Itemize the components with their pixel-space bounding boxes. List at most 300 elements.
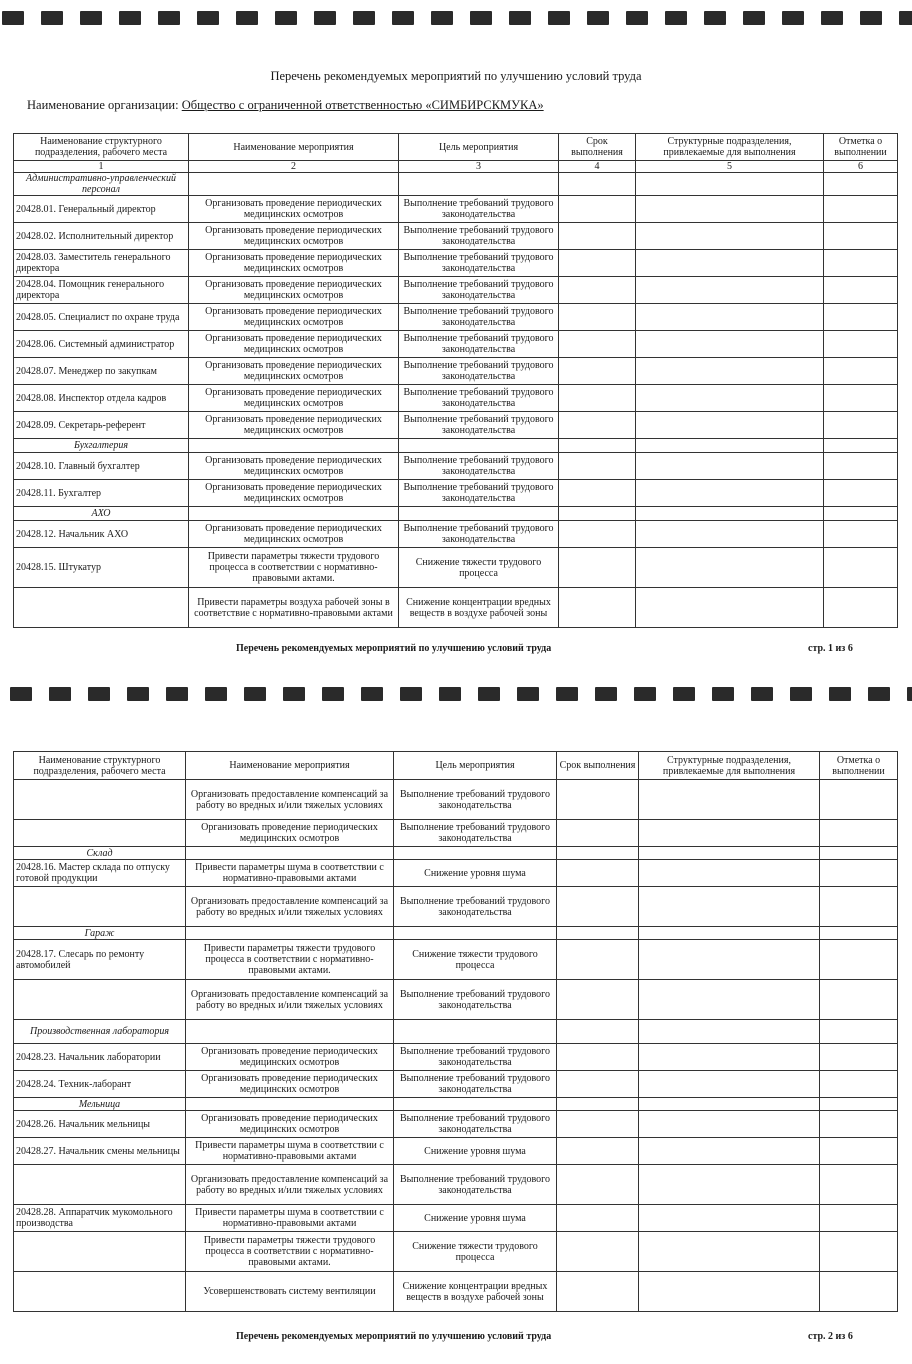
cell-unit: 20428.09. Секретарь-референт — [14, 412, 189, 439]
binding-hole — [88, 687, 110, 701]
cell-mark — [820, 1020, 898, 1044]
cell-unit: 20428.24. Техник-лаборант — [14, 1071, 186, 1098]
binding-hole — [197, 11, 219, 25]
binding-holes-top — [0, 8, 912, 26]
cell-unit — [14, 980, 186, 1020]
cell-mark — [820, 1205, 898, 1232]
cell-action: Организовать проведение периодических медицинских осмотров — [189, 277, 399, 304]
binding-hole — [400, 687, 422, 701]
cell-deadline — [557, 820, 639, 847]
table-row — [14, 820, 898, 847]
cell-departments — [639, 1165, 820, 1205]
cell-unit: 20428.07. Менеджер по закупкам — [14, 358, 189, 385]
cell-goal: Снижение уровня шума — [394, 1138, 557, 1165]
cell-action: Организовать проведение периодических медицинских осмотров — [189, 385, 399, 412]
cell-deadline — [557, 940, 639, 980]
cell-mark — [820, 860, 898, 887]
cell-mark — [820, 980, 898, 1020]
cell-deadline — [557, 1138, 639, 1165]
cell-departments — [639, 1138, 820, 1165]
section-title: Мельница — [14, 1098, 186, 1111]
cell-unit — [14, 1232, 186, 1272]
cell-unit: 20428.23. Начальник лаборатории — [14, 1044, 186, 1071]
binding-hole — [821, 11, 843, 25]
column-number: 3 — [399, 161, 559, 173]
cell-deadline — [557, 1098, 639, 1111]
page-number: стр. 2 из 6 — [808, 1331, 853, 1342]
binding-hole — [10, 687, 32, 701]
table-row — [14, 480, 898, 507]
section-row — [14, 507, 898, 521]
cell-action: Усовершенствовать систему вентиляции — [186, 1272, 394, 1312]
header-action: Наименование мероприятия — [186, 752, 394, 780]
cell-departments — [639, 927, 820, 940]
cell-departments — [636, 480, 824, 507]
cell-departments — [636, 588, 824, 628]
cell-departments — [636, 277, 824, 304]
cell-mark — [820, 847, 898, 860]
binding-hole — [790, 687, 812, 701]
cell-unit: 20428.02. Исполнительный директор — [14, 223, 189, 250]
table-row — [14, 1044, 898, 1071]
cell-departments — [639, 887, 820, 927]
footer-title: Перечень рекомендуемых мероприятий по улучшению условий труда — [236, 643, 552, 654]
cell-unit: 20428.10. Главный бухгалтер — [14, 453, 189, 480]
cell-action: Организовать предоставление компенсаций за работу во вредных и/или тяжелых условиях — [186, 980, 394, 1020]
column-number: 4 — [559, 161, 636, 173]
cell-deadline — [559, 196, 636, 223]
binding-hole — [322, 687, 344, 701]
cell-mark — [820, 1272, 898, 1312]
cell-deadline — [557, 1044, 639, 1071]
cell-deadline — [559, 331, 636, 358]
cell-goal: Выполнение требований трудового законодательства — [394, 1111, 557, 1138]
cell-mark — [820, 820, 898, 847]
cell-unit: 20428.04. Помощник генерального директора — [14, 277, 189, 304]
cell-action: Привести параметры тяжести трудового процесса в соответствии с нормативно-правовыми актами. — [186, 1232, 394, 1272]
cell-action: Организовать проведение периодических медицинских осмотров — [186, 1071, 394, 1098]
document-title: Перечень рекомендуемых мероприятий по улучшению условий труда — [270, 69, 642, 83]
cell-action: Организовать проведение периодических медицинских осмотров — [186, 820, 394, 847]
cell-mark — [824, 173, 898, 196]
cell-deadline — [557, 860, 639, 887]
cell-action: Организовать проведение периодических медицинских осмотров — [189, 358, 399, 385]
cell-unit — [14, 1165, 186, 1205]
binding-hole — [431, 11, 453, 25]
cell-action: Организовать проведение периодических медицинских осмотров — [189, 453, 399, 480]
cell-deadline — [557, 847, 639, 860]
binding-hole — [353, 11, 375, 25]
binding-hole — [509, 11, 531, 25]
page-number: стр. 1 из 6 — [808, 643, 853, 654]
cell-deadline — [559, 358, 636, 385]
section-title: Склад — [14, 847, 186, 860]
cell-departments — [639, 980, 820, 1020]
cell-mark — [824, 358, 898, 385]
cell-mark — [820, 940, 898, 980]
binding-hole — [907, 687, 912, 701]
binding-hole — [899, 11, 912, 25]
header-unit: Наименование структурного подразделения, рабочего места — [14, 752, 186, 780]
table-row — [14, 860, 898, 887]
cell-mark — [824, 304, 898, 331]
binding-hole — [587, 11, 609, 25]
cell-mark — [820, 1111, 898, 1138]
cell-deadline — [557, 927, 639, 940]
cell-action: Привести параметры воздуха рабочей зоны в соответствие с нормативно-правовыми актами — [189, 588, 399, 628]
cell-mark — [824, 385, 898, 412]
cell-deadline — [557, 1020, 639, 1044]
binding-hole — [634, 687, 656, 701]
cell-unit — [14, 780, 186, 820]
header-mark: Отметка о выполнении — [824, 134, 898, 161]
cell-action: Организовать предоставление компенсаций за работу во вредных и/или тяжелых условиях — [186, 780, 394, 820]
cell-departments — [639, 780, 820, 820]
cell-mark — [820, 1138, 898, 1165]
cell-deadline — [559, 173, 636, 196]
section-row — [14, 1020, 898, 1044]
table-body-page-1 — [14, 173, 898, 628]
cell-action — [186, 847, 394, 860]
cell-goal: Выполнение требований трудового законодательства — [399, 223, 559, 250]
cell-departments — [639, 1232, 820, 1272]
cell-action: Организовать проведение периодических медицинских осмотров — [189, 223, 399, 250]
cell-goal: Выполнение требований трудового законодательства — [399, 250, 559, 277]
cell-departments — [636, 453, 824, 480]
header-goal: Цель мероприятия — [394, 752, 557, 780]
cell-goal: Выполнение требований трудового законодательства — [399, 412, 559, 439]
cell-departments — [636, 331, 824, 358]
binding-hole — [244, 687, 266, 701]
cell-mark — [824, 412, 898, 439]
binding-hole — [158, 11, 180, 25]
organization-name: Общество с ограниченной ответственностью «СИМБИРСКМУКА» — [181, 98, 544, 112]
cell-action: Организовать предоставление компенсаций за работу во вредных и/или тяжелых условиях — [186, 887, 394, 927]
cell-departments — [636, 196, 824, 223]
cell-unit — [14, 1272, 186, 1312]
binding-hole — [127, 687, 149, 701]
cell-departments — [639, 1020, 820, 1044]
section-row — [14, 173, 898, 196]
cell-action: Привести параметры шума в соответствии с нормативно-правовыми актами — [186, 860, 394, 887]
cell-goal: Снижение концентрации вредных веществ в воздухе рабочей зоны — [399, 588, 559, 628]
binding-hole — [49, 687, 71, 701]
cell-deadline — [557, 1111, 639, 1138]
cell-mark — [824, 548, 898, 588]
cell-departments — [636, 385, 824, 412]
cell-departments — [639, 1098, 820, 1111]
header-goal: Цель мероприятия — [399, 134, 559, 161]
column-number: 1 — [14, 161, 189, 173]
cell-departments — [639, 1205, 820, 1232]
cell-unit: 20428.28. Аппаратчик мукомольного производства — [14, 1205, 186, 1232]
cell-action: Организовать проведение периодических медицинских осмотров — [189, 196, 399, 223]
binding-hole — [470, 11, 492, 25]
cell-action: Привести параметры шума в соответствии с нормативно-правовыми актами — [186, 1205, 394, 1232]
binding-hole — [743, 11, 765, 25]
cell-action: Организовать проведение периодических медицинских осмотров — [189, 480, 399, 507]
table-row — [14, 412, 898, 439]
table-row — [14, 277, 898, 304]
table-row — [14, 196, 898, 223]
cell-action — [189, 173, 399, 196]
binding-hole — [2, 11, 24, 25]
section-title: Административно-управленческий персонал — [14, 173, 189, 196]
cell-goal: Выполнение требований трудового законодательства — [394, 820, 557, 847]
binding-hole — [439, 687, 461, 701]
cell-departments — [636, 521, 824, 548]
cell-goal: Выполнение требований трудового законодательства — [394, 1044, 557, 1071]
header-deadline: Срок выполнения — [557, 752, 639, 780]
cell-action: Организовать проведение периодических медицинских осмотров — [186, 1111, 394, 1138]
cell-goal: Выполнение требований трудового законодательства — [394, 980, 557, 1020]
table-row — [14, 980, 898, 1020]
cell-mark — [824, 277, 898, 304]
binding-hole — [665, 11, 687, 25]
header-mark: Отметка о выполнении — [820, 752, 898, 780]
cell-goal: Выполнение требований трудового законодательства — [394, 1071, 557, 1098]
cell-goal: Выполнение требований трудового законодательства — [399, 385, 559, 412]
table-row — [14, 304, 898, 331]
table-row — [14, 548, 898, 588]
cell-action: Привести параметры тяжести трудового процесса в соответствии с нормативно-правовыми актами. — [189, 548, 399, 588]
cell-deadline — [557, 1272, 639, 1312]
cell-goal: Выполнение требований трудового законодательства — [394, 780, 557, 820]
binding-hole — [478, 687, 500, 701]
cell-unit — [14, 588, 189, 628]
binding-hole — [205, 687, 227, 701]
cell-deadline — [559, 385, 636, 412]
cell-unit: 20428.12. Начальник АХО — [14, 521, 189, 548]
binding-hole — [595, 687, 617, 701]
cell-deadline — [559, 223, 636, 250]
table-row — [14, 331, 898, 358]
cell-unit: 20428.05. Специалист по охране труда — [14, 304, 189, 331]
cell-departments — [639, 940, 820, 980]
organization-label: Наименование организации: — [27, 98, 179, 112]
cell-mark — [820, 927, 898, 940]
cell-mark — [824, 521, 898, 548]
cell-action: Организовать проведение периодических медицинских осмотров — [189, 331, 399, 358]
cell-goal: Снижение тяжести трудового процесса — [394, 1232, 557, 1272]
cell-departments — [636, 223, 824, 250]
cell-mark — [820, 1044, 898, 1071]
cell-deadline — [557, 1165, 639, 1205]
section-title: Гараж — [14, 927, 186, 940]
cell-unit: 20428.03. Заместитель генерального директора — [14, 250, 189, 277]
binding-holes-middle — [0, 684, 912, 702]
table-row — [14, 940, 898, 980]
cell-mark — [820, 1165, 898, 1205]
binding-hole — [236, 11, 258, 25]
cell-mark — [820, 1098, 898, 1111]
table-body-page-2 — [14, 780, 898, 1312]
header-action: Наименование мероприятия — [189, 134, 399, 161]
cell-action: Организовать проведение периодических медицинских осмотров — [186, 1044, 394, 1071]
table-row — [14, 223, 898, 250]
binding-hole — [517, 687, 539, 701]
cell-goal — [399, 439, 559, 453]
cell-unit: 20428.08. Инспектор отдела кадров — [14, 385, 189, 412]
binding-hole — [275, 11, 297, 25]
cell-deadline — [559, 250, 636, 277]
cell-unit: 20428.27. Начальник смены мельницы — [14, 1138, 186, 1165]
cell-deadline — [559, 588, 636, 628]
cell-goal: Снижение уровня шума — [394, 860, 557, 887]
cell-action: Организовать проведение периодических медицинских осмотров — [189, 304, 399, 331]
cell-action — [186, 1020, 394, 1044]
table-row — [14, 453, 898, 480]
cell-deadline — [559, 304, 636, 331]
header-departments: Структурные подразделения, привлекаемые для выполнения — [636, 134, 824, 161]
binding-hole — [548, 11, 570, 25]
cell-goal: Выполнение требований трудового законодательства — [399, 480, 559, 507]
column-number: 5 — [636, 161, 824, 173]
footer-title: Перечень рекомендуемых мероприятий по улучшению условий труда — [236, 1331, 552, 1342]
cell-mark — [824, 453, 898, 480]
cell-departments — [639, 1111, 820, 1138]
cell-mark — [824, 250, 898, 277]
cell-mark — [824, 588, 898, 628]
cell-goal — [394, 1020, 557, 1044]
cell-deadline — [559, 521, 636, 548]
cell-goal: Выполнение требований трудового законодательства — [399, 521, 559, 548]
cell-goal: Снижение уровня шума — [394, 1205, 557, 1232]
binding-hole — [868, 687, 890, 701]
cell-departments — [636, 507, 824, 521]
cell-departments — [639, 1071, 820, 1098]
cell-deadline — [559, 439, 636, 453]
binding-hole — [712, 687, 734, 701]
cell-goal: Выполнение требований трудового законодательства — [399, 331, 559, 358]
binding-hole — [704, 11, 726, 25]
cell-mark — [820, 1071, 898, 1098]
cell-goal: Снижение тяжести трудового процесса — [394, 940, 557, 980]
binding-hole — [283, 687, 305, 701]
cell-deadline — [559, 548, 636, 588]
cell-unit: 20428.17. Слесарь по ремонту автомобилей — [14, 940, 186, 980]
cell-deadline — [557, 780, 639, 820]
header-deadline: Срок выполнения — [559, 134, 636, 161]
section-title: Производственная лаборатория — [14, 1020, 186, 1044]
binding-hole — [392, 11, 414, 25]
section-row — [14, 1098, 898, 1111]
cell-deadline — [557, 980, 639, 1020]
cell-goal: Выполнение требований трудового законодательства — [399, 453, 559, 480]
cell-unit: 20428.01. Генеральный директор — [14, 196, 189, 223]
table-row — [14, 385, 898, 412]
binding-hole — [626, 11, 648, 25]
cell-departments — [636, 304, 824, 331]
table-row — [14, 358, 898, 385]
cell-mark — [824, 196, 898, 223]
cell-unit: 20428.15. Штукатур — [14, 548, 189, 588]
binding-hole — [80, 11, 102, 25]
table-row — [14, 1272, 898, 1312]
table-row — [14, 1165, 898, 1205]
cell-mark — [820, 780, 898, 820]
section-title: Бухгалтерия — [14, 439, 189, 453]
binding-hole — [166, 687, 188, 701]
cell-deadline — [559, 277, 636, 304]
cell-departments — [639, 860, 820, 887]
cell-departments — [639, 1044, 820, 1071]
cell-departments — [636, 548, 824, 588]
cell-goal — [399, 173, 559, 196]
cell-deadline — [559, 412, 636, 439]
binding-hole — [41, 11, 63, 25]
binding-hole — [314, 11, 336, 25]
cell-unit — [14, 820, 186, 847]
cell-action — [186, 927, 394, 940]
cell-mark — [824, 439, 898, 453]
table-row — [14, 521, 898, 548]
binding-hole — [751, 687, 773, 701]
cell-unit: 20428.06. Системный администратор — [14, 331, 189, 358]
cell-unit: 20428.11. Бухгалтер — [14, 480, 189, 507]
section-title: АХО — [14, 507, 189, 521]
cell-deadline — [559, 507, 636, 521]
table-row — [14, 887, 898, 927]
table-row — [14, 1232, 898, 1272]
table-row — [14, 250, 898, 277]
section-row — [14, 927, 898, 940]
cell-action: Организовать проведение периодических медицинских осмотров — [189, 250, 399, 277]
cell-action: Организовать предоставление компенсаций за работу во вредных и/или тяжелых условиях — [186, 1165, 394, 1205]
measures-table-page-2 — [13, 751, 898, 1312]
cell-goal: Выполнение требований трудового законодательства — [394, 1165, 557, 1205]
cell-deadline — [559, 480, 636, 507]
cell-action: Организовать проведение периодических медицинских осмотров — [189, 521, 399, 548]
table-row — [14, 1111, 898, 1138]
cell-departments — [636, 412, 824, 439]
table-row — [14, 780, 898, 820]
table-row — [14, 1138, 898, 1165]
table-row — [14, 1205, 898, 1232]
cell-mark — [820, 887, 898, 927]
header-unit: Наименование структурного подразделения, рабочего места — [14, 134, 189, 161]
cell-departments — [636, 439, 824, 453]
cell-departments — [636, 173, 824, 196]
cell-goal: Выполнение требований трудового законодательства — [399, 277, 559, 304]
cell-departments — [639, 847, 820, 860]
cell-goal — [394, 1098, 557, 1111]
binding-hole — [119, 11, 141, 25]
binding-hole — [556, 687, 578, 701]
cell-goal — [394, 847, 557, 860]
binding-hole — [361, 687, 383, 701]
cell-mark — [820, 1232, 898, 1272]
header-departments: Структурные подразделения, привлекаемые для выполнения — [639, 752, 820, 780]
cell-goal: Снижение тяжести трудового процесса — [399, 548, 559, 588]
cell-goal — [394, 927, 557, 940]
cell-deadline — [557, 1205, 639, 1232]
cell-departments — [636, 250, 824, 277]
cell-departments — [639, 1272, 820, 1312]
column-number: 2 — [189, 161, 399, 173]
cell-action: Привести параметры шума в соответствии с нормативно-правовыми актами — [186, 1138, 394, 1165]
cell-goal: Выполнение требований трудового законодательства — [399, 304, 559, 331]
cell-unit: 20428.16. Мастер склада по отпуску готовой продукции — [14, 860, 186, 887]
binding-hole — [673, 687, 695, 701]
binding-hole — [782, 11, 804, 25]
column-number: 6 — [824, 161, 898, 173]
cell-goal: Выполнение требований трудового законодательства — [394, 887, 557, 927]
binding-hole — [829, 687, 851, 701]
cell-mark — [824, 331, 898, 358]
cell-deadline — [557, 1232, 639, 1272]
cell-action — [189, 507, 399, 521]
